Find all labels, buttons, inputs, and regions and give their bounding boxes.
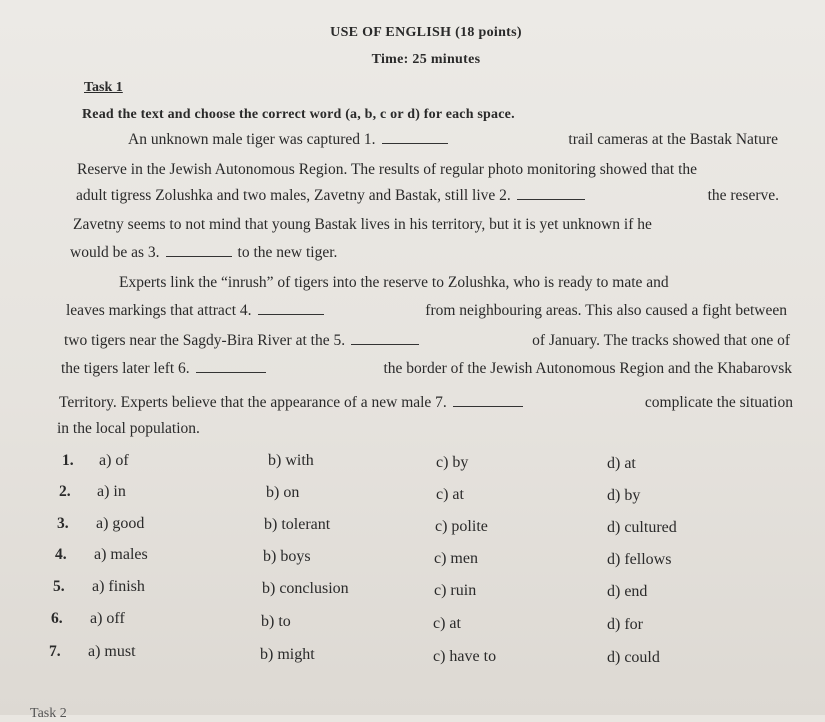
text-segment: the border of the Jewish Autonomous Region and the Khabarovsk [383, 360, 792, 377]
text-segment: the tigers later left 6. [61, 360, 190, 377]
text-segment: from neighbouring areas. This also caused a fight between [425, 302, 787, 319]
option-a: a) good [96, 515, 145, 532]
text-segment: An unknown male tiger was captured 1. [128, 131, 376, 148]
gap-blank-3 [166, 255, 232, 257]
option-a: a) must [88, 643, 136, 660]
text-line [66, 302, 787, 320]
text-segment: complicate the situation [644, 394, 793, 411]
option-d: d) end [607, 583, 648, 600]
next-task-fragment: Task 2 [30, 706, 67, 721]
task-label: Task 1 [84, 80, 123, 95]
text-line [73, 216, 783, 234]
time-limit: Time: 25 minutes [371, 52, 481, 67]
gap-blank-1 [382, 142, 448, 144]
text-segment: trail cameras at the Bastak Nature [568, 131, 778, 148]
option-a: a) in [97, 483, 126, 500]
option-b: b) on [266, 484, 300, 501]
option-c: c) polite [435, 518, 488, 535]
option-b: b) to [261, 613, 291, 630]
text-line [61, 360, 792, 378]
question-number: 3. [57, 515, 69, 532]
question-number: 4. [55, 546, 67, 563]
option-b: b) tolerant [264, 516, 331, 533]
option-b: b) boys [263, 548, 311, 565]
text-segment: would be as 3. [70, 244, 160, 261]
question-number: 7. [49, 643, 61, 660]
page-title: USE OF ENGLISH (18 points) [330, 25, 522, 40]
text-segment: Experts link the “inrush” of tigers into the reserve to Zolushka, who is ready to mate and [119, 274, 669, 291]
text-line [76, 187, 779, 205]
gap-blank-4 [258, 313, 324, 315]
gap-blank-6 [196, 371, 266, 373]
text-segment: to the new tiger. [237, 244, 338, 261]
option-c: c) ruin [434, 582, 477, 599]
option-a: a) off [90, 610, 125, 627]
option-c: c) men [434, 550, 478, 567]
task-instruction: Read the text and choose the correct word (a, b, c or d) for each space. [82, 107, 515, 122]
option-d: d) fellows [607, 551, 672, 568]
option-a: a) of [99, 452, 129, 469]
text-segment: in the local population. [57, 420, 200, 437]
option-a: a) males [94, 546, 148, 563]
text-segment: adult tigress Zolushka and two males, Zavetny and Bastak, still live 2. [76, 187, 511, 204]
text-line [64, 332, 790, 350]
gap-blank-5 [351, 343, 419, 345]
option-d: d) could [607, 649, 660, 666]
text-segment: Zavetny seems to not mind that young Bastak lives in his territory, but it is yet unknown if he [73, 216, 652, 233]
text-line [77, 161, 778, 179]
option-c: c) at [433, 615, 461, 632]
text-line [57, 420, 200, 438]
gap-blank-2 [517, 198, 585, 200]
option-b: b) might [260, 646, 315, 663]
option-c: c) at [436, 486, 464, 503]
option-d: d) by [607, 487, 641, 504]
option-c: c) have to [433, 648, 497, 665]
question-number: 1. [62, 452, 74, 469]
text-line [59, 394, 793, 412]
text-segment: Territory. Experts believe that the appearance of a new male 7. [59, 394, 447, 411]
text-segment: leaves markings that attract 4. [66, 302, 252, 319]
option-d: d) for [607, 616, 643, 633]
option-b: b) conclusion [262, 580, 349, 597]
option-d: d) cultured [607, 519, 677, 536]
gap-blank-7 [453, 405, 523, 407]
option-d: d) at [607, 455, 636, 472]
text-line [70, 244, 337, 262]
text-segment: two tigers near the Sagdy-Bira River at the 5. [64, 332, 346, 349]
question-number: 5. [53, 578, 65, 595]
question-number: 6. [51, 610, 63, 627]
text-line [119, 274, 786, 292]
option-b: b) with [268, 452, 314, 469]
text-segment: the reserve. [707, 187, 779, 204]
text-segment: of January. The tracks showed that one of [532, 332, 790, 349]
question-number: 2. [59, 483, 71, 500]
text-segment: Reserve in the Jewish Autonomous Region. The results of regular photo monitoring showed that the [77, 161, 698, 178]
option-c: c) by [436, 454, 469, 471]
text-line [128, 131, 778, 149]
option-a: a) finish [92, 578, 145, 595]
